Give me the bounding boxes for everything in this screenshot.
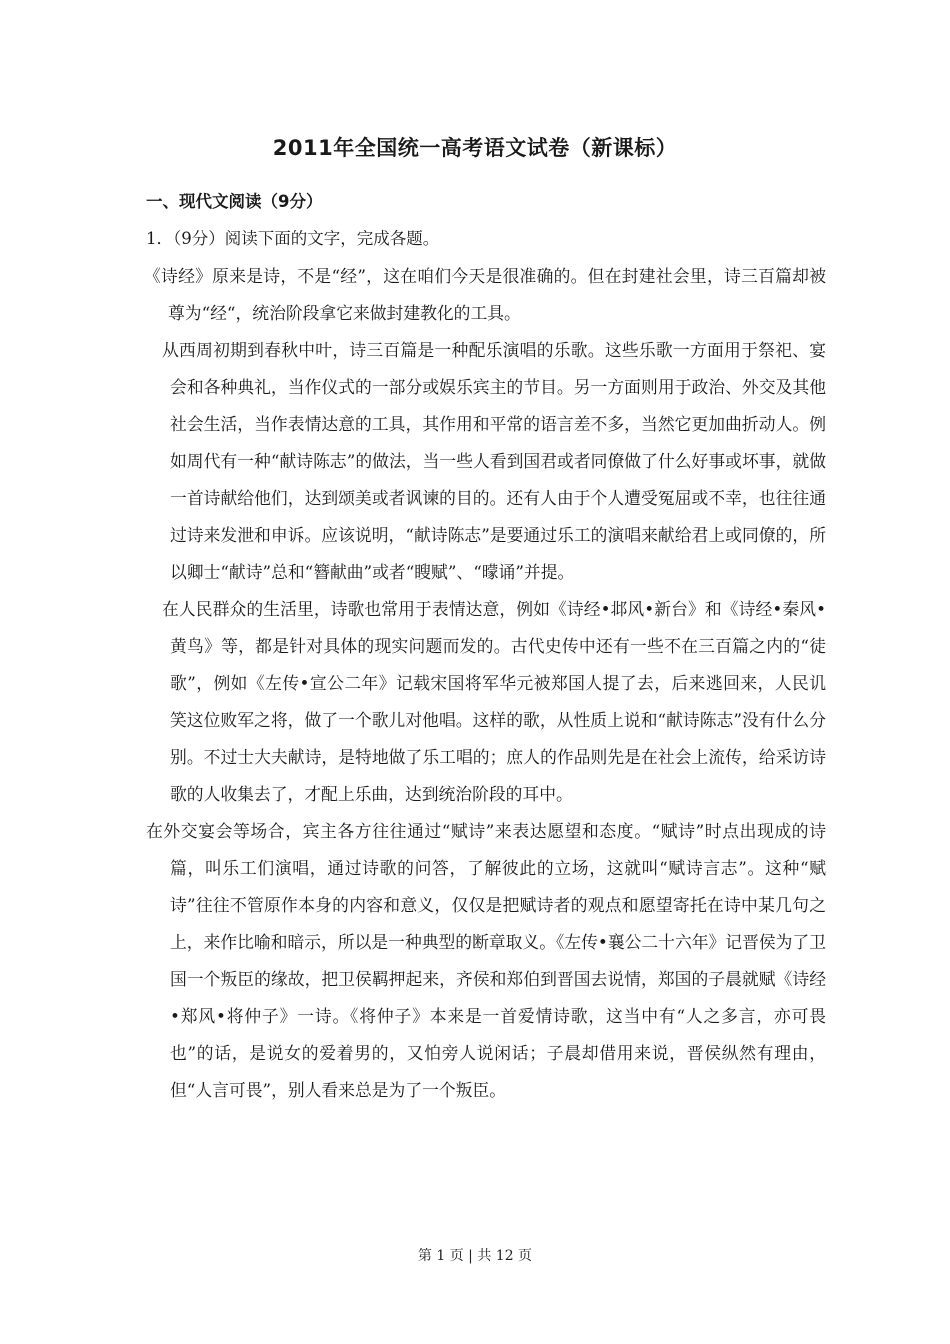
passage-paragraph: 《诗经》原来是诗，不是“经”，这在咱们今天是很准确的。但在封建社会里，诗三百篇却被尊为“经“，统治阶段拿它来做封建教化的工具。: [144, 266, 826, 323]
question-label: 1．（9分）阅读下面的文字，完成各题。: [146, 229, 440, 248]
passage-paragraph: 在外交宴会等场合，宾主各方往往通过“赋诗”来表达愿望和态度。“赋诗”时点出现成的诗篇，叫乐工们演唱，通过诗歌的问答，了解彼此的立场，这就叫“赋诗言志”。这种“赋诗”往往不管原作本身的内容和意义，仅仅是把赋诗者的观点和愿望寄托在诗中某几句之上，来作比喻和暗示，所以是一种典型的断章取义。《左传•襄公二十六年》记晋侯为了卫国一个叛臣的缘故，把卫侯羁押起来，齐侯和郑伯到晋国去说情，郑国的子晨就赋《诗经•郑风•将仲子》一诗。《将仲子》本来是一首爱情诗歌，这当中有“人之多言，亦可畏也”的话，是说女的爱着男的，又怕旁人说闲话；子晨却借用来说，晋侯纵然有理由，但“人言可畏”，别人看来总是为了一个叛臣。: [146, 821, 826, 1100]
exam-title: 2011年全国统一高考语文试卷（新课标）: [272, 136, 678, 160]
section-heading: 一、现代文阅读（9分）: [146, 192, 323, 211]
reading-passage: [146, 258, 826, 1109]
page-footer: 第 1 页 | 共 12 页: [417, 1248, 533, 1264]
passage-paragraph: 从西周初期到春秋中叶，诗三百篇是一种配乐演唱的乐歌。这些乐歌一方面用于祭祀、宴会和各种典礼，当作仪式的一部分或娱乐宾主的节目。另一方面则用于政治、外交及其他社会生活，当作表情达意的工具，其作用和平常的语言差不多，当然它更加曲折动人。例如周代有一种“献诗陈志”的做法，当一些人看到国君或者同僚做了什么好事或坏事，就做一首诗献给他们，达到颂美或者讽谏的目的。还有人由于个人遭受冤屈或不幸，也往往通过诗来发泄和申诉。应该说明，“献诗陈志”是要通过乐工的演唱来献给君上或同僚的，所以卿士“献诗”总和“簪献曲”或者“瞍赋”、“曚诵”并提。: [162, 340, 826, 582]
passage-paragraph: 在人民群众的生活里，诗歌也常用于表情达意，例如《诗经•邶风•新台》和《诗经•秦风•黄鸟》等，都是针对具体的现实问题而发的。古代史传中还有一些不在三百篇之内的“徒歌”，例如《左传•宣公二年》记载宋国将军华元被郑国人提了去，后来逃回来，人民讥笑这位败军之将，做了一个歌儿对他唱。这样的歌，从性质上说和“献诗陈志”没有什么分别。不过士大夫献诗，是特地做了乐工唱的；庶人的作品则先是在社会上流传，给采访诗歌的人收集去了，才配上乐曲，达到统治阶段的耳中。: [162, 599, 826, 804]
